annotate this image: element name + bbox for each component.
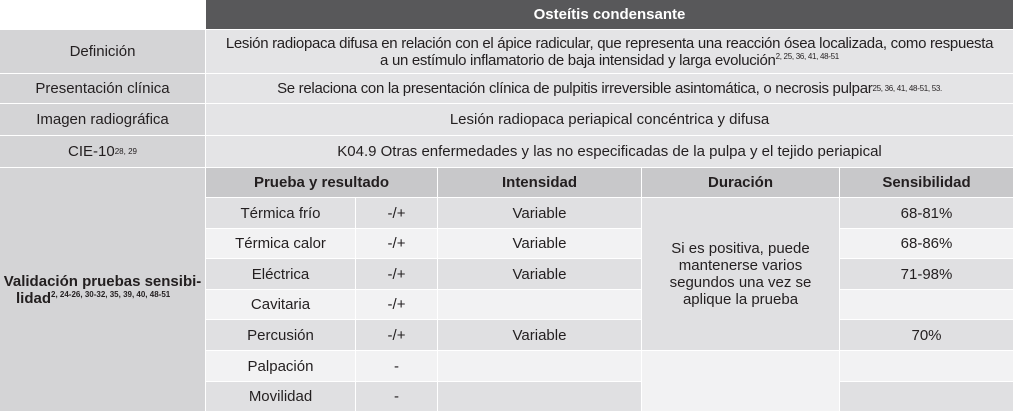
test-sensibilidad: [840, 382, 1014, 412]
cie-label-text: CIE-10: [68, 143, 115, 160]
test-result: -/+: [356, 198, 438, 229]
title-blank: [0, 0, 206, 30]
test-result: -/+: [356, 259, 438, 290]
test-name: Cavitaria: [206, 290, 356, 320]
test-name: Térmica calor: [206, 229, 356, 259]
definicion-value: [206, 30, 1014, 74]
test-intensidad: [438, 351, 642, 382]
test-name: Palpación: [206, 351, 356, 382]
test-intensidad: [438, 382, 642, 412]
header-prueba: Prueba y resultado: [206, 168, 438, 198]
validacion-label-line1: Validación pruebas sensibi-: [3, 272, 202, 290]
test-result: -/+: [356, 320, 438, 351]
test-name: Percusión: [206, 320, 356, 351]
test-sensibilidad: 68-81%: [840, 198, 1014, 229]
imagen-value: Lesión radiopaca periapical concéntrica y difusa: [206, 104, 1014, 136]
test-result: -: [356, 382, 438, 412]
test-name: Movilidad: [206, 382, 356, 412]
header-intensidad: Intensidad: [438, 168, 642, 198]
presentacion-label: Presentación clínica: [0, 74, 206, 104]
test-intensidad: [438, 290, 642, 320]
test-intensidad: Variable: [438, 229, 642, 259]
validacion-label-line2-wrap: [0, 290, 170, 307]
definicion-refs: 2, 25, 36, 41, 48-51: [775, 51, 839, 61]
duracion-empty: [642, 351, 840, 412]
definicion-label: Definición: [0, 30, 206, 74]
header-duracion: Duración: [642, 168, 840, 198]
test-intensidad: Variable: [438, 198, 642, 229]
test-result: -/+: [356, 229, 438, 259]
cie-value: K04.9 Otras enfermedades y las no especificadas de la pulpa y el tejido periapical: [206, 136, 1014, 168]
presentacion-value: Se relaciona con la presentación clínica de pulpitis irreversible asintomática, o necrosis pulpar 25, 36, 41, 48-51, 53.: [206, 74, 1014, 104]
validacion-label-refs: 2, 24-26, 30-32, 35, 39, 40, 48-51: [51, 289, 171, 299]
test-intensidad: Variable: [438, 259, 642, 290]
test-sensibilidad: 70%: [840, 320, 1014, 351]
presentacion-text: Se relaciona con la presentación clínica de pulpitis irreversible asintomática, o necrosis pulpar: [277, 80, 873, 97]
test-sensibilidad: [840, 290, 1014, 320]
cie-label: CIE-10 28, 29: [0, 136, 206, 168]
header-sensibilidad: Sensibilidad: [840, 168, 1014, 198]
test-sensibilidad: 68-86%: [840, 229, 1014, 259]
test-sensibilidad: 71-98%: [840, 259, 1014, 290]
test-name: Térmica frío: [206, 198, 356, 229]
test-sensibilidad: [840, 351, 1014, 382]
table-title: Osteítis condensante: [206, 0, 1014, 30]
test-result: -: [356, 351, 438, 382]
test-name: Eléctrica: [206, 259, 356, 290]
validacion-label: [0, 168, 206, 412]
definicion-line2-wrap: [380, 52, 839, 69]
test-intensidad: Variable: [438, 320, 642, 351]
imagen-label: Imagen radiográfica: [0, 104, 206, 136]
validacion-label-line2: lidad: [16, 289, 52, 307]
definicion-line1: Lesión radiopaca difusa en relación con el ápice radicular, que representa una reacción ósea localizada, como respuesta: [225, 34, 994, 52]
test-result: -/+: [356, 290, 438, 320]
definicion-line2: a un estímulo inflamatorio de baja intensidad y larga evolución: [380, 51, 776, 69]
duracion-value: Si es positiva, puede mantenerse varios segundos una vez se aplique la prueba: [642, 198, 840, 351]
